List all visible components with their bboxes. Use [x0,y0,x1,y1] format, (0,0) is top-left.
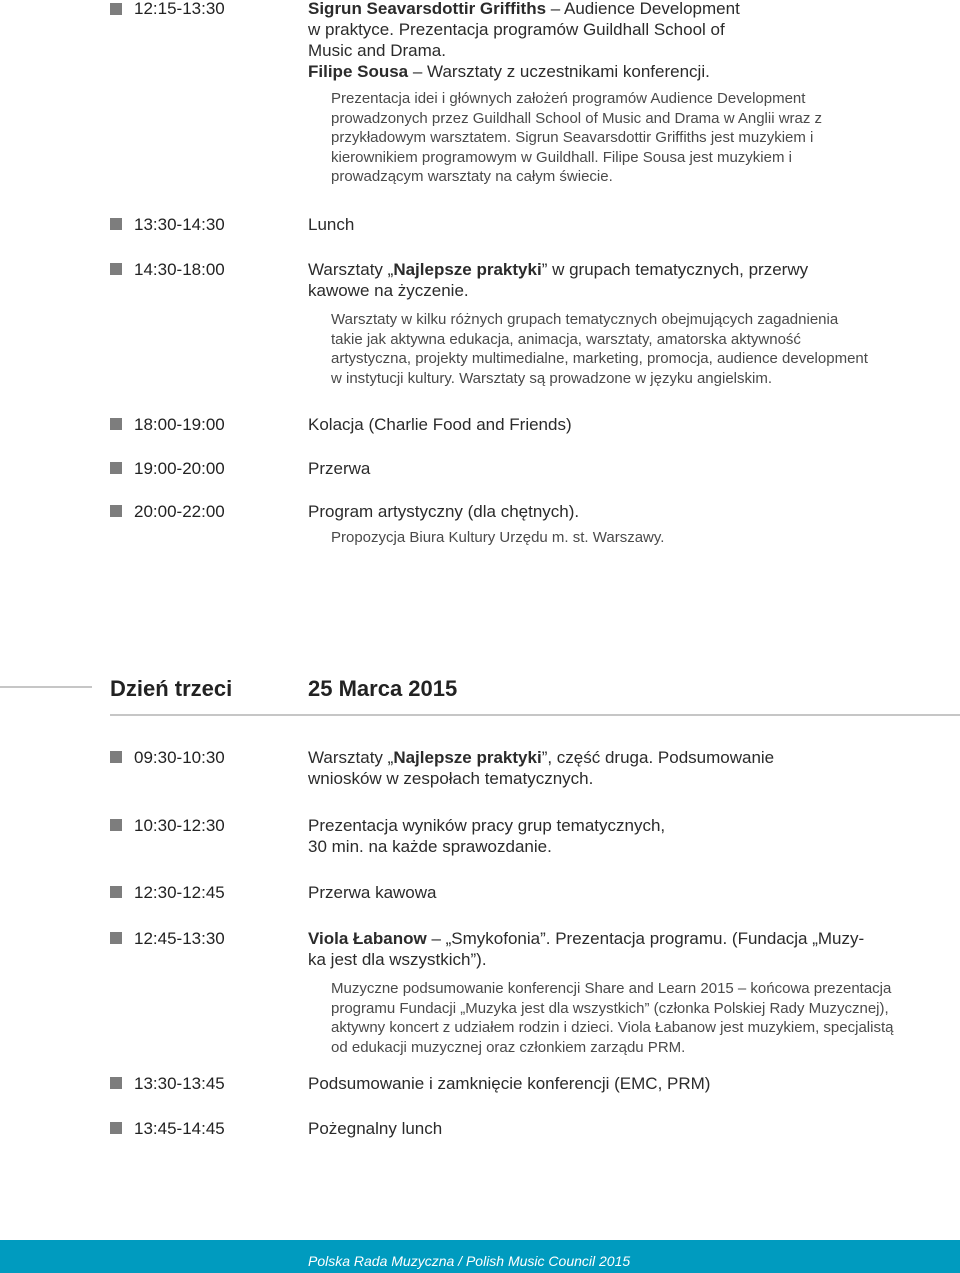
item-text: ”, część druga. Podsumowanie [541,748,775,767]
time-label: 13:30-14:30 [134,215,225,234]
item-description: Propozycja Biura Kultury Urzędu m. st. Warszawy. [331,529,665,546]
item-line: Pożegnalny lunch [308,1119,443,1138]
day-date: 25 Marca 2015 [308,676,458,701]
bullet-square-icon [110,819,122,831]
time-label: 13:45-14:45 [134,1119,225,1138]
item-content [308,414,868,435]
item-line: Podsumowanie i zamknięcie konferencji (EMC, PRM) [308,1074,711,1093]
item-text: Music and Drama. [308,41,446,60]
item-text: – Warsztaty z uczestnikami konferencji. [408,62,710,81]
section-divider [110,714,960,716]
section-divider-left [0,686,92,688]
item-text: ” w grupach tematycznych, przerwy [541,260,809,279]
item-content [308,1073,868,1094]
bullet-square-icon [110,886,122,898]
item-text: – Audience Development [546,0,740,18]
item-content [308,458,868,479]
item-content [308,815,868,857]
item-description: Muzyczne podsumowanie konferencji Share and Learn 2015 – końcowa prezentacja programu Fundacji „Muzyka jest dla wszystkich” (członka Polskiej Rady Muzycznej), aktywny koncert z udziałem rodzin i dzieci. Viola Łabanow jest muzykiem, specjalistą od edukacji muzycznej oraz członkiem zarządu PRM. [331,980,894,1056]
bullet-square-icon [110,1122,122,1134]
item-content [308,259,868,388]
item-line [308,259,868,280]
workshop-name: Najlepsze praktyki [393,260,542,279]
time-label: 20:00-22:00 [134,502,225,521]
item-content [308,882,868,903]
item-line: Program artystyczny (dla chętnych). [308,502,580,521]
bullet-square-icon [110,932,122,944]
item-line [308,61,868,82]
item-text: Warsztaty „ [308,260,394,279]
item-line: 30 min. na każde sprawozdanie. [308,837,552,856]
workshop-name: Najlepsze praktyki [393,748,542,767]
bullet-square-icon [110,462,122,474]
item-content [308,0,868,187]
item-line: Kolacja (Charlie Food and Friends) [308,415,572,434]
time-label: 12:30-12:45 [134,883,225,902]
bullet-square-icon [110,218,122,230]
time-label: 18:00-19:00 [134,415,225,434]
time-label: 13:30-13:45 [134,1074,225,1093]
item-content [308,501,868,548]
item-description: Warsztaty w kilku różnych grupach tematycznych obejmujących zagadnienia takie jak aktywna edukacja, animacja, warsztaty, amatorska aktywność artystyczna, projekty multimedialne, marketing, promocja, audience development w instytucji kultury. Warsztaty są prowadzone w języku angielskim. [331,311,868,387]
item-text: Warsztaty „ [308,748,394,767]
bullet-square-icon [110,505,122,517]
item-line: Prezentacja wyników pracy grup tematycznych, [308,816,666,835]
bullet-square-icon [110,3,122,15]
item-line [308,747,868,768]
item-line: wniosków w zespołach tematycznych. [308,769,594,788]
item-line [308,0,868,19]
item-line [308,928,908,949]
footer-text: Polska Rada Muzyczna / Polish Music Council 2015 [308,1253,631,1269]
item-content [308,747,868,789]
speaker-name: Sigrun Seavarsdottir Griffiths [308,0,547,18]
time-label: 12:15-13:30 [134,0,225,18]
time-label: 19:00-20:00 [134,459,225,478]
item-content [308,1118,868,1139]
speaker-name: Filipe Sousa [308,62,409,81]
item-line: Lunch [308,215,355,234]
item-line [308,19,868,40]
bullet-square-icon [110,1077,122,1089]
day-title: Dzień trzeci [110,676,233,701]
bullet-square-icon [110,751,122,763]
item-line [308,40,868,61]
speaker-name: Viola Łabanow [308,929,427,948]
item-line: Przerwa kawowa [308,883,437,902]
time-label: 09:30-10:30 [134,748,225,767]
time-label: 14:30-18:00 [134,260,225,279]
bullet-square-icon [110,418,122,430]
bullet-square-icon [110,263,122,275]
item-description: Prezentacja idei i głównych założeń programów Audience Development prowadzonych przez Guildhall School of Music and Drama w Anglii wraz z przykładowym warsztatem. Sigrun Seavarsdottir Griffiths jest muzykiem i kierownikiem programowym w Guildhall. Filipe Sousa jest muzykiem i prowadzącym warsztaty na całym świecie. [331,90,823,185]
item-content [308,214,868,235]
footer-bar [0,1240,960,1273]
item-line: ka jest dla wszystkich”). [308,950,487,969]
item-content [308,928,908,1057]
time-label: 12:45-13:30 [134,929,225,948]
item-text: w praktyce. Prezentacja programów Guildhall School of [308,20,725,39]
time-label: 10:30-12:30 [134,816,225,835]
item-line: Przerwa [308,459,371,478]
item-text: – „Smykofonia”. Prezentacja programu. (Fundacja „Muzy- [426,929,865,948]
item-line: kawowe na życzenie. [308,281,469,300]
